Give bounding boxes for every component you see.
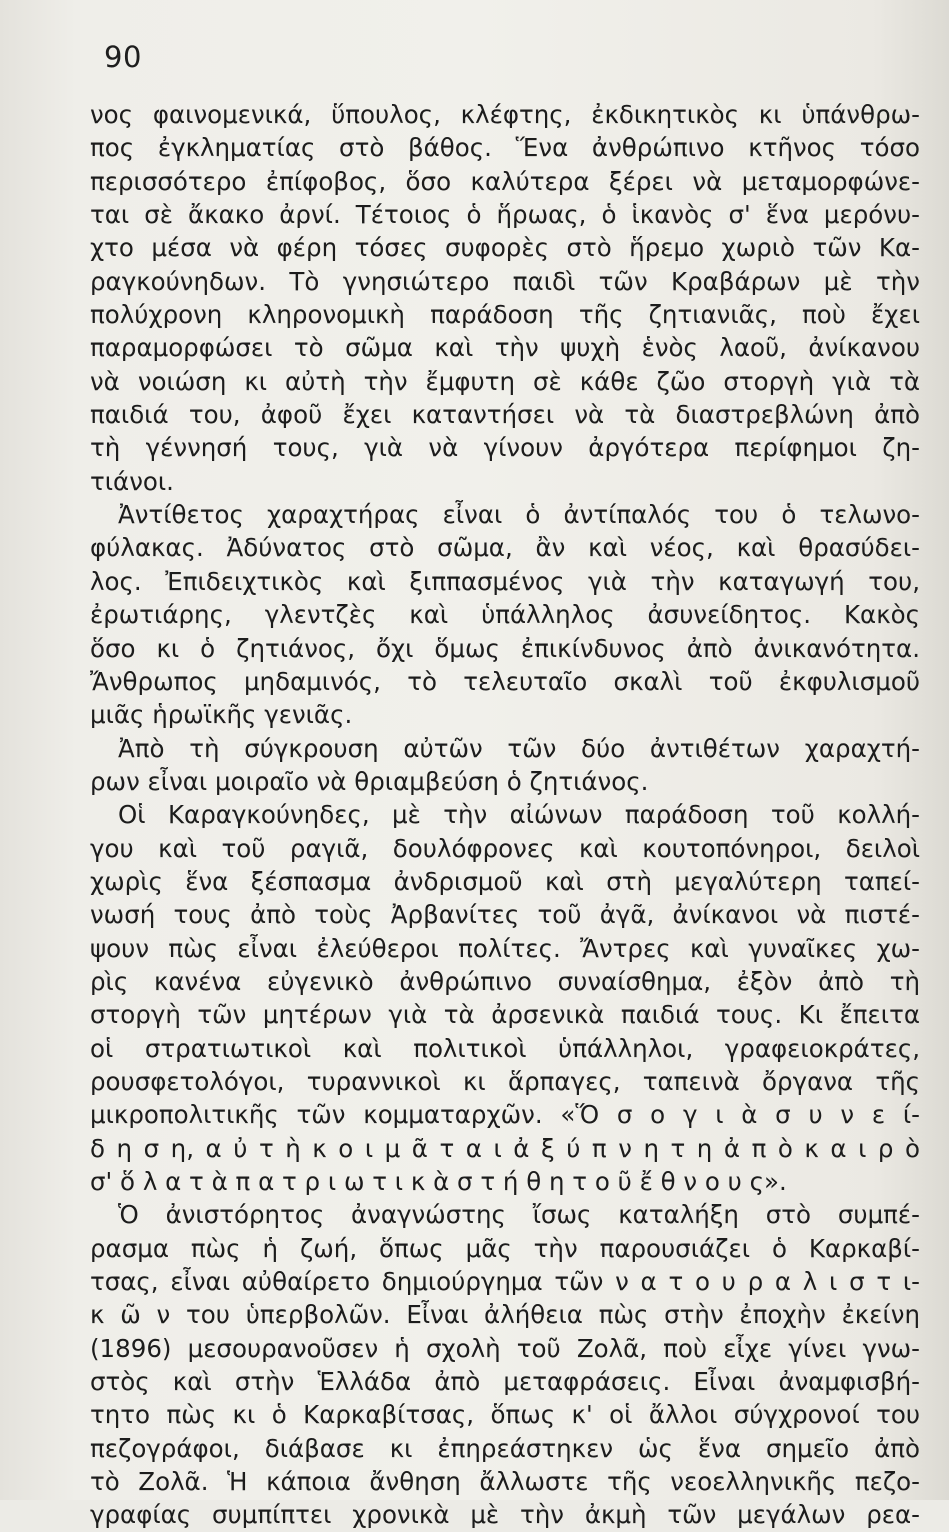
text-line: πολύχρονη κληρονομικὴ παράδοση τῆς ζητιανιᾶς, ποὺ ἔχει	[90, 300, 920, 330]
text-line: ρὶς κανένα εὐγενικὸ ἀνθρώπινο συναίσθημα, ἐξὸν ἀπὸ τὴ	[90, 966, 920, 996]
text-line: μιᾶς ἡρωϊκῆς γενιᾶς.	[90, 700, 353, 730]
text-line: οἱ στρατιωτικοὶ καὶ πολιτικοὶ ὑπάλληλοι, γραφειοκράτες,	[90, 1033, 920, 1063]
text-line: στὸς καὶ στὴν Ἑλλάδα ἀπὸ μεταφράσεις. Εἶναι ἀναμφισβή-	[90, 1367, 920, 1397]
text-line: Ἄνθρωπος μηδαμινός, τὸ τελευταῖο σκαλὶ τοῦ ἐκφυλισμοῦ	[90, 666, 920, 696]
text-line: μικροπολιτικῆς τῶν κομματαρχῶν. «Ὅ σ ο γ ι ὰ σ υ ν ε ί-	[90, 1100, 920, 1130]
text-line: ρουσφετολόγοι, τυραννικοὶ κι ἅρπαγες, ταπεινὰ ὄργανα τῆς	[90, 1066, 920, 1096]
text-line: ρων εἶναι μοιραῖο νὰ θριαμβεύση ὁ ζητιάνος.	[90, 766, 649, 796]
text-line: στοργὴ τῶν μητέρων γιὰ τὰ ἀρσενικὰ παιδιά τους. Κι ἔπειτα	[90, 1000, 920, 1030]
text-line: ραγκούνηδων. Τὸ γνησιώτερο παιδὶ τῶν Κραβάρων μὲ τὴν	[90, 266, 920, 296]
text-line: πος ἐγκληματίας στὸ βάθος. Ἕνα ἀνθρώπινο κτῆνος τόσο	[90, 133, 920, 163]
text-line: νὰ νοιώση κι αὐτὴ τὴν ἔμφυτη σὲ κάθε ζῶο στοργὴ γιὰ τὰ	[90, 366, 920, 396]
text-line: παραμορφώσει τὸ σῶμα καὶ τὴν ψυχὴ ἑνὸς λαοῦ, ἀνίκανου	[90, 333, 920, 363]
text-line: δ η σ η, α ὐ τ ὴ κ ο ι μ ᾶ τ α ι ἀ ξ ύ π ν η τ η ἀ π ὸ κ α ι ρ ὸ	[90, 1133, 920, 1163]
text-line: τιάνοι.	[90, 466, 174, 496]
text-line: φύλακας. Ἀδύνατος στὸ σῶμα, ἂν καὶ νέος, καὶ θρασύδει-	[90, 533, 920, 563]
text-line: γραφίας συμπίπτει χρονικὰ μὲ τὴν ἀκμὴ τῶν μεγάλων ρεα-	[90, 1500, 920, 1530]
text-line: σ' ὅ λ α τ ὰ π α τ ρ ι ω τ ι κ ὰ σ τ ή θ η τ ο ῦ ἔ θ ν ο υ ς».	[90, 1167, 787, 1196]
text-line: ὅσο κι ὁ ζητιάνος, ὄχι ὅμως ἐπικίνδυνος ἀπὸ ἀνικανότητα.	[90, 633, 920, 663]
text-line: (1896) μεσουρανοῦσεν ἡ σχολὴ τοῦ Ζολᾶ, ποὺ εἶχε γίνει γνω-	[90, 1333, 920, 1363]
text-line: νωσή τους ἀπὸ τοὺς Ἀρβανίτες τοῦ ἀγᾶ, ἀνίκανοι νὰ πιστέ-	[90, 900, 920, 930]
text-line: Ἀπὸ τὴ σύγκρουση αὐτῶν τῶν δύο ἀντιθέτων χαραχτή-	[118, 733, 920, 763]
text-line: χωρὶς ἕνα ξέσπασμα ἀνδρισμοῦ καὶ στὴ μεγαλύτερη ταπεί-	[90, 866, 920, 896]
text-line: ἐρωτιάρης, γλεντζὲς καὶ ὑπάλληλος ἀσυνείδητος. Κακὸς	[90, 600, 920, 630]
text-line: λος. Ἐπιδειχτικὸς καὶ ξιππασμένος γιὰ τὴν καταγωγή του,	[90, 566, 920, 596]
text-line: χτο μέσα νὰ φέρη τόσες συφορὲς στὸ ἥρεμο χωριὸ τῶν Κα-	[90, 233, 920, 263]
text-line: παιδιά του, ἀφοῦ ἔχει καταντήσει νὰ τὰ διαστρεβλώνη ἀπὸ	[90, 400, 920, 430]
text-line: τητο πὼς κι ὁ Καρκαβίτσας, ὅπως κ' οἱ ἄλλοι σύγχρονοί του	[90, 1400, 920, 1430]
body-text	[90, 98, 920, 1532]
text-line: ψουν πὼς εἶναι ἐλεύθεροι πολίτες. Ἄντρες καὶ γυναῖκες χω-	[90, 933, 920, 963]
text-line: τσας, εἶναι αὐθαίρετο δημιούργημα τῶν ν α τ ο υ ρ α λ ι σ τ ι-	[90, 1267, 920, 1297]
text-line: γου καὶ τοῦ ραγιᾶ, δουλόφρονες καὶ κουτοπόνηροι, δειλοὶ	[90, 833, 920, 863]
text-line: τὸ Ζολᾶ. Ἡ κάποια ἄνθηση ἄλλωστε τῆς νεοελληνικῆς πεζο-	[90, 1467, 920, 1497]
text-line: ρασμα πὼς ἡ ζωή, ὅπως μᾶς τὴν παρουσιάζει ὁ Καρκαβί-	[90, 1233, 920, 1263]
text-line: Ἀντίθετος χαραχτήρας εἶναι ὁ ἀντίπαλός του ὁ τελωνο-	[118, 500, 920, 530]
text-line: κ ῶ ν του ὑπερβολῶν. Εἶναι ἀλήθεια πὼς στὴν ἐποχὴν ἐκείνη	[90, 1300, 920, 1330]
text-line: πεζογράφοι, διάβασε κι ἐπηρεάστηκεν ὡς ἕνα σημεῖο ἀπὸ	[90, 1433, 920, 1463]
text-line: περισσότερο ἐπίφοβος, ὅσο καλύτερα ξέρει νὰ μεταμορφώνε-	[90, 166, 920, 196]
text-line: ται σὲ ἄκακο ἀρνί. Τέτοιος ὁ ἥρωας, ὁ ἱκανὸς σ' ἕνα μερόνυ-	[90, 200, 920, 230]
text-line: Οἱ Καραγκούνηδες, μὲ τὴν αἰώνων παράδοση τοῦ κολλή-	[118, 800, 920, 830]
text-line: τὴ γέννησή τους, γιὰ νὰ γίνουν ἀργότερα περίφημοι ζη-	[90, 433, 920, 463]
text-line: νος φαινομενικά, ὕπουλος, κλέφτης, ἐκδικητικὸς κι ὑπάνθρω-	[90, 100, 920, 129]
text-line: Ὁ ἀνιστόρητος ἀναγνώστης ἴσως καταλήξη στὸ συμπέ-	[118, 1200, 920, 1230]
page-number: 90	[104, 40, 142, 74]
